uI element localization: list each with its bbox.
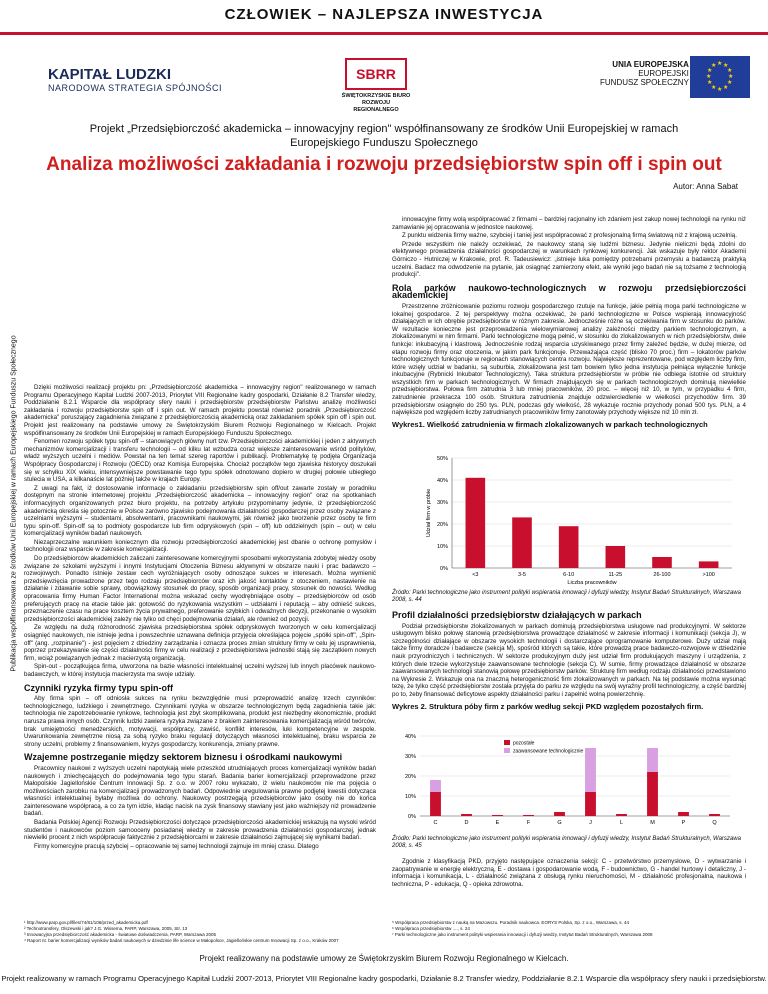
y-tick-label: 50% [436, 456, 448, 462]
sbrr-caption: ŚWIĘTOKRZYSKIE BIURO ROZWOJU REGIONALNEGO [341, 93, 411, 113]
right-column-mid [392, 606, 746, 713]
paragraph: Niezaprzeczalne warunkiem koniecznym dla rozwoju przedsiębiorczości akademickiej jest dbanie o ochronę pomysłów i technologii oraz wsparcie w zakresie komercjalizacji. [24, 538, 376, 554]
x-tick-label: 11-25 [608, 572, 623, 578]
svg-text:★: ★ [728, 73, 734, 80]
section-heading: Wzajemne postrzeganie między sektorem biznesu i ośrodkami naukowymi [24, 752, 343, 763]
x-tick-label: F [526, 820, 531, 826]
author: Autor: Anna Sabat [673, 182, 738, 191]
kapital-ludzki-logo [48, 66, 222, 93]
svg-text:★: ★ [717, 86, 723, 93]
footnote: ⁶ Współpraca przedsiębiorstw ...., s. 24 [392, 926, 470, 931]
bar-segment [585, 748, 596, 792]
footnote: ¹ http://www.parp.gov.pl/files/74/81/106/przed_akademicka.pdf [24, 920, 148, 925]
paragraph: Przestrzenne zróżnicowanie poziomu rozwoju gospodarczego rzutuje na funkcje, jakie pełnią moga parki technologiczne w lokalnej gospodarce. Z tej perspektywy można oczekiwać, że parki technologiczne w Polsce wspierają innowacyjność działających w ich obrębie przedsiębiorstw w różnym zakresie. Jednocześnie różne są oczekiwania firm w stosunku do parków. W rezultacie konieczne jest przeprowadzenia wielowymiarowej analizy zależności między parkiem technologicznym, a zlokalizowanymi w nim firmami. Parki technologiczne mogą pełnić, w stosunku do zlokalizowanych w nich przedsiębiorstw, dwie funkcje: inkubacyjną i klastrową. Jednocześnie rodzaj wsparcia uzyskiwanego przez firmy zależeć będzie, w dużej mierze, od etapu rozwoju firmy oraz otoczenia, w jakim park funkcjonuje. Przeważająca część (blisko 70 proc.) firm – lokatorów parków technologicznych funkcjonuje w regionach stanowiących centra rozwoju. Największe reprezentowane, pod względem liczby firm, które wzięły udział w badaniu, są suburbia, zlokalizowana jest tam bowiem tylko jedna instytucja pełniąca wyłącznie funkcje inkubacyjne (Rybnicki Inkubator Technologiczny). Taka struktura przedsiębiorstw w próbie nie odbiega istotnie od struktury wszystkich firm w parkach technologicznych. W firmach znajdujących się w parkach technologicznych dominują niewielkie przedsiębiorstwa. Połowa firm zatrudnia 3 lub mniej pracowników, 20 proc. – więcej niż 10, w tym, w przypadku 4 firm, zatrudnienie przekracza 100 osób. Struktura zatrudnienia znajduje odzwierciedlenie w wielkości przychodów firm. 39 przedsiębiorstw osiągnęło do 250 tys. PLN, podczas gdy wielkość, 28 wykazuje rocznie przychody ponad 500 tys. PLN, a 4 największe pod względem liczby zatrudnianych pracowników firmy zanotowały przychody większe niż 10 mln zł. [392, 302, 746, 417]
bar-segment [647, 772, 658, 816]
bar [512, 517, 532, 568]
svg-text:★: ★ [723, 62, 729, 69]
footnote: ⁷ Parki technologiczne jako instrument polityki wspierania innowacji i dyfuzji wiedzy, Instytut Badań Strukturalnych, Warszawa 2008 [392, 932, 653, 937]
y-tick-label: 10% [404, 794, 416, 800]
paragraph: Dzięki możliwości realizacji projektu pn: „Przedsiębiorczość akademicka – innowacyjny region" realizowanego w ramach Programu Operacyjnego Kapitał Ludzki 2007-2013, Priorytet VIII Regionalne kadry gospodarki, Działanie 8.2 Transfer wiedzy, Poddziałanie 8.2.1 Wsparcie dla współpracy sfery nauki i przedsiębiorstw przedsiębiorstw Państwu analizę możliwości zakładania i rozwoju przedsiębiorstw spin off i spin out. W ramach projektu powstał również poradnik „Przedsiębiorczość akademicka" poruszający zagadnienia związane z przedsiębiorczością akademicką oraz zakładaniem spółek spin off i spin out. Projekt jest realizowany na podstawie umowy ze Świętokrzyskim Biurem Rozwoju Regionalnego w Kielcach. Projekt współfinansowany ze środków Unii Europejskiej w ramach Europejskiego Funduszu Społecznego. [24, 384, 376, 437]
bar-segment [430, 780, 441, 792]
page-title: Analiza możliwości zakładania i rozwoju przedsiębiorstw spin off i spin out [46, 154, 722, 175]
x-tick-label: Q [712, 820, 717, 826]
x-tick-label: J [589, 820, 592, 826]
y-tick-label: 0% [408, 814, 416, 820]
svg-text:★: ★ [707, 67, 713, 74]
x-tick-label: 6-10 [563, 572, 575, 578]
svg-text:★: ★ [706, 73, 712, 80]
paragraph: innowacyjne firmy wolą współpracować z firmami – bardziej racjonalny ich zdaniem jest zakup nowej technologii na rynku niż zamawianie jej opracowania w jednostce naukowej. [392, 216, 746, 231]
svg-text:★: ★ [711, 62, 717, 69]
section-heading: Rola parków naukowo-technologicznych w rozwoju przedsiębiorczości akademickiej [392, 282, 746, 301]
logo-row [0, 40, 768, 120]
y-tick-label: 30% [404, 754, 416, 760]
paragraph: Ze względu na dużą różnorodność zjawiska przedsiębiorstwa spółek odpryskowych tworzonych w celu komercjalizacji osiągnięć naukowych, nie istnieje jedna i powszechnie uznawana definicja przyjęcia określająca pojęcie „spółki spin-off", „Spin-off" (ang. „rozpinanie") - jest pojęciem z dziedziny zarządzania i oznacza proces zmian struktury firmy w celu jej usprawnienia, poprzez przekazywanie się części działalności firmy w celu realizacji z przedsiębiorstwa jednostki stają się zaczątkiem nowych firm, wciąż powiązanych jednak z macierzystą organizacją. [24, 624, 376, 662]
legend-label: zaawansowane technologicznie [513, 748, 584, 755]
legend-label: pozostałe [513, 740, 535, 747]
footnote: ³ Innowacyjna przedsiębiorczość akademicka - światowe doświadczenia, PARP, Warszawa 2005 [24, 932, 217, 937]
bar [606, 546, 626, 568]
footnote: ⁴ Raport nt. barier komercjalizacji wyników badań naukowych w dziedzinie life science w Małopolsce, Jagiellońskie centrum Innowacji Sp. z o.o., Kraków 2007 [24, 938, 339, 943]
paragraph: Pracownicy naukowi z wyższych uczelni napotykają wiele przeszkód utrudniających proces komercjalizacji wyników badań naukowych i zniechęcających do podejmowania tego typu starań. Badania barier komercjalizacji przeprowadzone przez Małopolskie Jagiellońskie Centrum Innowacji Sp. z o.o. w 2007 roku wykazało, iż wielu naukowców nie ma pojęcia o możliwościach zarobku na komercjalizacji prowadzonych badań. Odpowiednie uregulowania prawne podjętej kwestii dotycząca własności intelektualnej byłaby możliwa do ochrony. Naukowcy postrzegają przedsiębiorców jako osoby nie do końca zainteresowane współpracą, a co za tym idzie, kładąc nacisk na zysk finansowy stawiany jest jako ważniejszy niż prowadzenie badań. [24, 764, 376, 818]
x-tick-label: 3-5 [518, 572, 526, 578]
paragraph: Przede wszystkim nie należy oczekiwać, że naukowcy staną się ludźmi biznesu. Jedynie nieliczni będą zdolni do efektywnego prowadzenia działalności gospodarczej w warunkach rynkowej konkurencji. Jak wskazuje były rektor Akademii Górniczo - Hutniczej w Krakowie, prof. R. Tadeusiewicz: „istnieje luka pomiędzy potrzebami przemysłu a badawczą praktyką uczelni. Badacz ma odwodzenie na pytanie, jak osiągnąć zamierzony efekt, ale wyniki jego badań nie są tożsame z technologią produkcji". [392, 240, 746, 279]
bar-segment [585, 792, 596, 816]
svg-text:★: ★ [707, 79, 713, 86]
paragraph: Podział przedsiębiorstw zlokalizowanych w parkach dominują przedsiębiorstwa usługowe nad produkcyjnymi. W sektorze usługowym blisko połowę stanowią przedsiębiorstwa prowadzące działalność w zakresie informacji i komunikacji (sekcja J), w szczególności działające w obszarze wysokich technologii i dostarczające oprogramowanie komputerowe. Duży udział mają także firmy doradcze i badawcze (sekcja M), spośród których są takie, które prowadzą prace badawczo-rozwojowe w dziedzinie nauk przyrodniczych i technicznych. W sektorze produkcyjnym duży jest udział firm produkujących maszyny i urządzenia, z których dwie trzecie wykorzystuje zaawansowane technologie (sekcja C). W sumie, firmy prowadzące działalność w obszarze zaawansowanych technologii stanowią połowę przedsiębiorstw parków. Strukturę firm według rodzaju działalności przedstawiono na Wykresie 2. Wskazuje ona na znaczną heterogeniczność firm zlokalizowanych w parkach. Na tej podstawie można wysunąć tezę, że tylko część przedsiębiorstw została przyjęta do parku ze względu na swój wyraźny profil technologiczny, a część bardziej po to, żeby finansować deficytowe aspekty działalności parku i zapełnić wolną powierzchnię. [392, 622, 746, 698]
kl-subtitle: NARODOWA STRATEGIA SPÓJNOŚCI [48, 83, 223, 93]
svg-text:★: ★ [723, 84, 729, 91]
paragraph: Z punktu widzenia firmy ważne, szybciej i taniej jest współpracować z profesjonalną firmą światową niż z krajową uczelnią. [402, 232, 737, 240]
x-tick-label: L [619, 820, 624, 826]
legend-swatch [504, 748, 510, 753]
svg-text:★: ★ [727, 67, 733, 74]
footnote: ² Technotransfery, Olszewski i jak? J.G. Wissema, PARP, Warszawa, 2005, Str. 13 [24, 926, 188, 931]
x-tick-label: M [650, 820, 655, 826]
vertical-sidebar [4, 230, 16, 790]
x-tick-label: G [557, 820, 562, 826]
paragraph: Zgodnie z klasyfikacją PKD, przyjęto następujące oznaczenia sekcji: C - przetwórstwo przemysłowe, D - wytwarzanie i zaopatrywanie w energię elektryczną, E - dostawa i gospodarowanie wodą, F - budownictwo, G - handel hurtowy i detaliczny, J - informacja i komunikacja, L - działalność związana z obsługą rynku nieruchomości, M - działalność profesjonalna, naukowa i techniczna, P - edukacja, Q - opieka zdrowotna. [392, 858, 746, 888]
footnotes-right [392, 920, 746, 938]
figure-source: Źródło: Parki technologiczne jako instrument polityki wspierania innowacji i dyfuzji wiedzy, Instytut Badań Strukturalnych, Warszawa 2008, s. 45 [392, 836, 741, 849]
paragraph: Firmy komercyjne pracują szybciej – opracowanie tej samej technologii zajmuje im mniej czasu. Dlatego [34, 842, 319, 850]
figure-caption: Wykres1. Wielkość zatrudnienia w firmach zlokalizowanych w parkach technologicznych [392, 419, 708, 429]
svg-text:★: ★ [727, 79, 733, 86]
y-tick-label: 20% [404, 774, 416, 780]
paragraph: Spin-out - początkująca firma, utworzona na bazie własności intelektualnej uczelni wyższej lub innych placówek naukowo-badawczych, w której instytucja macierzysta ma swoje udziały. [24, 663, 376, 678]
footer-line: Projekt realizowany w ramach Programu Operacyjnego Kapitał Ludzki 2007-2013, Priorytet VIII Regionalne kadry gospodarki, Działanie 8.2 Transfer wiedzy, Poddziałanie 8.2.1 Wsparcie dla współpracy sfery nauki i przedsiębiorstw. [1, 974, 767, 983]
x-tick-label: <3 [472, 572, 479, 578]
x-tick-label: 26-100 [653, 572, 671, 578]
x-tick-label: E [495, 820, 500, 826]
bar-segment [461, 814, 472, 816]
eu-logo-text [600, 60, 689, 87]
x-tick-label: C [433, 820, 438, 826]
bar-segment [709, 814, 720, 816]
project-line: Projekt „Przedsiębiorczość akademicka – innowacyjny region" współfinansowany ze środków Unii Europejskiej w ramach Europejskiego Funduszu Społecznego [89, 123, 679, 149]
x-tick-label: P [681, 820, 686, 826]
eu-line3: FUNDUSZ SPOŁECZNY [600, 78, 689, 87]
x-axis-label: Liczba pracowników [567, 580, 617, 586]
left-column [24, 384, 376, 851]
bar-segment [647, 748, 658, 772]
y-tick-label: 10% [436, 544, 448, 550]
right-column-bottom [392, 858, 746, 889]
footer-line: Projekt realizowany na podstawie umowy ze Świętokrzyskim Biurem Rozwoju Regionalnego w Kielcach. [199, 954, 569, 963]
legend-swatch [504, 740, 510, 745]
sidebar-text: Publikacja współfinansowana ze środków Unii Europejskiej w ramach Europejskiego Funduszu Społecznego [10, 335, 18, 672]
section-heading: Czynniki ryzyka firmy typu spin-off [24, 682, 174, 693]
sbrr-mark: SBRR [345, 58, 407, 90]
bar-segment [616, 814, 627, 816]
kl-title: KAPITAŁ LUDZKI [48, 66, 172, 83]
y-tick-label: 20% [436, 522, 448, 528]
x-tick-label: D [464, 820, 469, 826]
y-tick-label: 30% [436, 500, 448, 506]
y-tick-label: 40% [404, 734, 416, 740]
bar [652, 557, 672, 568]
chart-pkd-sections [392, 730, 746, 830]
figure-caption: Wykres 2. Struktura póby firm z parków według sekcji PKD względem pozostałych firm. [392, 701, 704, 711]
bar [466, 478, 486, 568]
eu-line1: UNIA EUROPEJSKA [612, 60, 689, 69]
paragraph: Z uwagi na fakt, iż dostosowanie informacje o zakładaniu przedsiębiorstw spin off/out zawarte zostały w poradniku dostępnym na stronie internetowej projektu „Przedsiębiorczość akademicka – innowacyjny region" oraz na spotkaniach informacyjnych organizowanych przez biuro projektu, na potrzeby artykułu przypominamy jedynie, iż przedsiębiorczość akademicką określa się potocznie w Polsce zarówno zjawisko podejmowania działalności gospodarczej przez osoby związane z uczelniami wyższymi – studentami, absolwentami, pracownikami naukowymi, jak również jako tworzenie przez osoby te firm typu spin-off. Spin-off są to podmioty gospodarcze lub firm odpryskowych (spin – off) lub oddzielnych (spin – out) w celu komercjalizacji wyników badań naukowych. [24, 484, 376, 538]
banner-divider [0, 32, 768, 35]
svg-text:★: ★ [717, 60, 723, 67]
sbrr-logo [340, 58, 412, 118]
section-heading: Profil działalności przedsiębiorstw działających w parkach [392, 610, 642, 620]
y-tick-label: 0% [440, 566, 448, 572]
figure-source: Źródło: Parki technologiczne jako instrument polityki wspierania innowacji i dyfuzji wiedzy, Instytut Badań Strukturalnych, Warszawa 2008, s. 44 [392, 590, 741, 603]
bar-segment [554, 812, 565, 816]
footnotes-left [24, 920, 376, 944]
bar-segment [492, 815, 503, 816]
top-banner [0, 0, 768, 34]
footnote: ⁵ Współpraca przedsiębiorstw z nauką na Mazowszu. Poradnik naukowca. EORYS Polska, Sp. z o.o., Warszawa, s. 44 [392, 920, 629, 925]
bar [699, 561, 719, 568]
chart-employment [392, 452, 746, 588]
svg-text:★: ★ [711, 84, 717, 91]
banner-title: CZŁOWIEK – NAJLEPSZA INWESTYCJA [224, 6, 544, 23]
y-axis-label: Udział firm w próbie [426, 488, 432, 538]
y-tick-label: 40% [436, 478, 448, 484]
x-tick-label: >100 [702, 572, 715, 578]
eu-line2: EUROPEJSKI [638, 69, 689, 78]
bar-segment [523, 815, 534, 816]
paragraph: Aby firma spin – off odniosła sukces na rynku bezwzględnie musi przeprowadzić analizę trzech czynników: technologicznego, ludzkiego i zewnętrznego. Czynnikami ryzyka w obszarze technologicznym będą zagadnienia takie jak: technologia nie zapotrzebowanie rynkowe, technologia jest zbyt skomplikowana, produkt jest niezbędny ekonomicznie, produkt narusza prawa innych osób. Czynnik ludzki zawiera ryzyka związane z brakiem zainteresowania komercjalizacją wśród twórców, brak umiejętności menedżerskich, motywacji, współpracy, zawiść, konflikt interesów, luki kompetencyjne w zespole. Uwarunkowania zewnętrzne niosą za sobą ryzyko braku regulacji dotyczących własności intelektualnej, braku wsparcia ze strony uczelni, problemy z finansowaniem, kryzys gospodarczy, konkurencja, zmiany prawne. [24, 695, 376, 748]
paragraph: Badania Polskiej Agencji Rozwoju Przedsiębiorczości dotyczące przedsiębiorczości akademickiej wskazują na wysoki wśród studentów i naukowców poziom samooceny posiadanej wiedzy w zakresie prowadzenia działalności gospodarczej, jednak niewielki procent z nich współpracuje faktycznie z przedsiębiorcami w zakresie działalności zajmującej się wynikami badań. [24, 819, 376, 842]
paragraph: Do przedsiębiorców akademickich zaliczani zainteresowane komercyjnymi sposobami wykorzystania zdobytej wiedzy osoby związane ze szkołami wyższymi i innymi Instytucjami Otoczenia Biznesu aktywnymi w obszarze nauki i prac badawczo – rozwojowych. Ponadto istnieje zestaw cech wyróżniających osoby odnoszące sukces w interesach. Można wymienić przedsięwzięcia prowadzone przez tego rodzaju przedsiębiorców oraz ich jakość kontaktów z otoczeniem, nastawienie na działanie i zdawanie sobie sprawy, obowiązkowy stosunek do pracy, sposób organizacji pracy, stosunek do nowości. Według opracowania firmy Human Factor International można wskazać cechy wyodrębniające osoby – przedsiębiorców od osób preferujących pracę na etacie takie jak: gotowość do ryzykowania wszystkim – udziałami i reputacją – aby odnieść sukces, przeznaczenie czasu na prace kosztem życia prywatnego, preferowanie szybkich i odważnych decyzji, przekonanie o wysokim przedsiębiorczości akademickiej zależy nie tylko od chęci podejmowania działań, ale również od pozycji. [24, 555, 376, 623]
bar [559, 526, 579, 568]
paragraph: Fenomen rozwoju spółek typu spin-off – stanowiących główny nurt tzw. Przedsiębiorczości akademickiej i jeden z aktywnych mechanizmów komercjalizacji i transferu technologii – od kilku lat wzbudza coraz większe zainteresowanie wśród polityków, władz wyższych uczelni i mediów. Powstał na ten temat szereg raportów i publikacji. Problematykę tę podjęła Organizacja Współpracy Gospodarczej i Rozwoju (OECD) oraz Komisja Europejska. Chociaż początków tego zjawiska historycy doszukali się w schyłku XIX wieku, intensywniejsze powstawanie tego typu spółek odnotowano dopiero w drugiej połowie ubiegłego stulecia w USA, a kilkanaście lat później także w krajach Europy. [24, 438, 376, 484]
bar-segment [678, 812, 689, 816]
bar-segment [430, 792, 441, 816]
right-column-top [392, 216, 746, 431]
eu-flag-icon [690, 56, 750, 98]
